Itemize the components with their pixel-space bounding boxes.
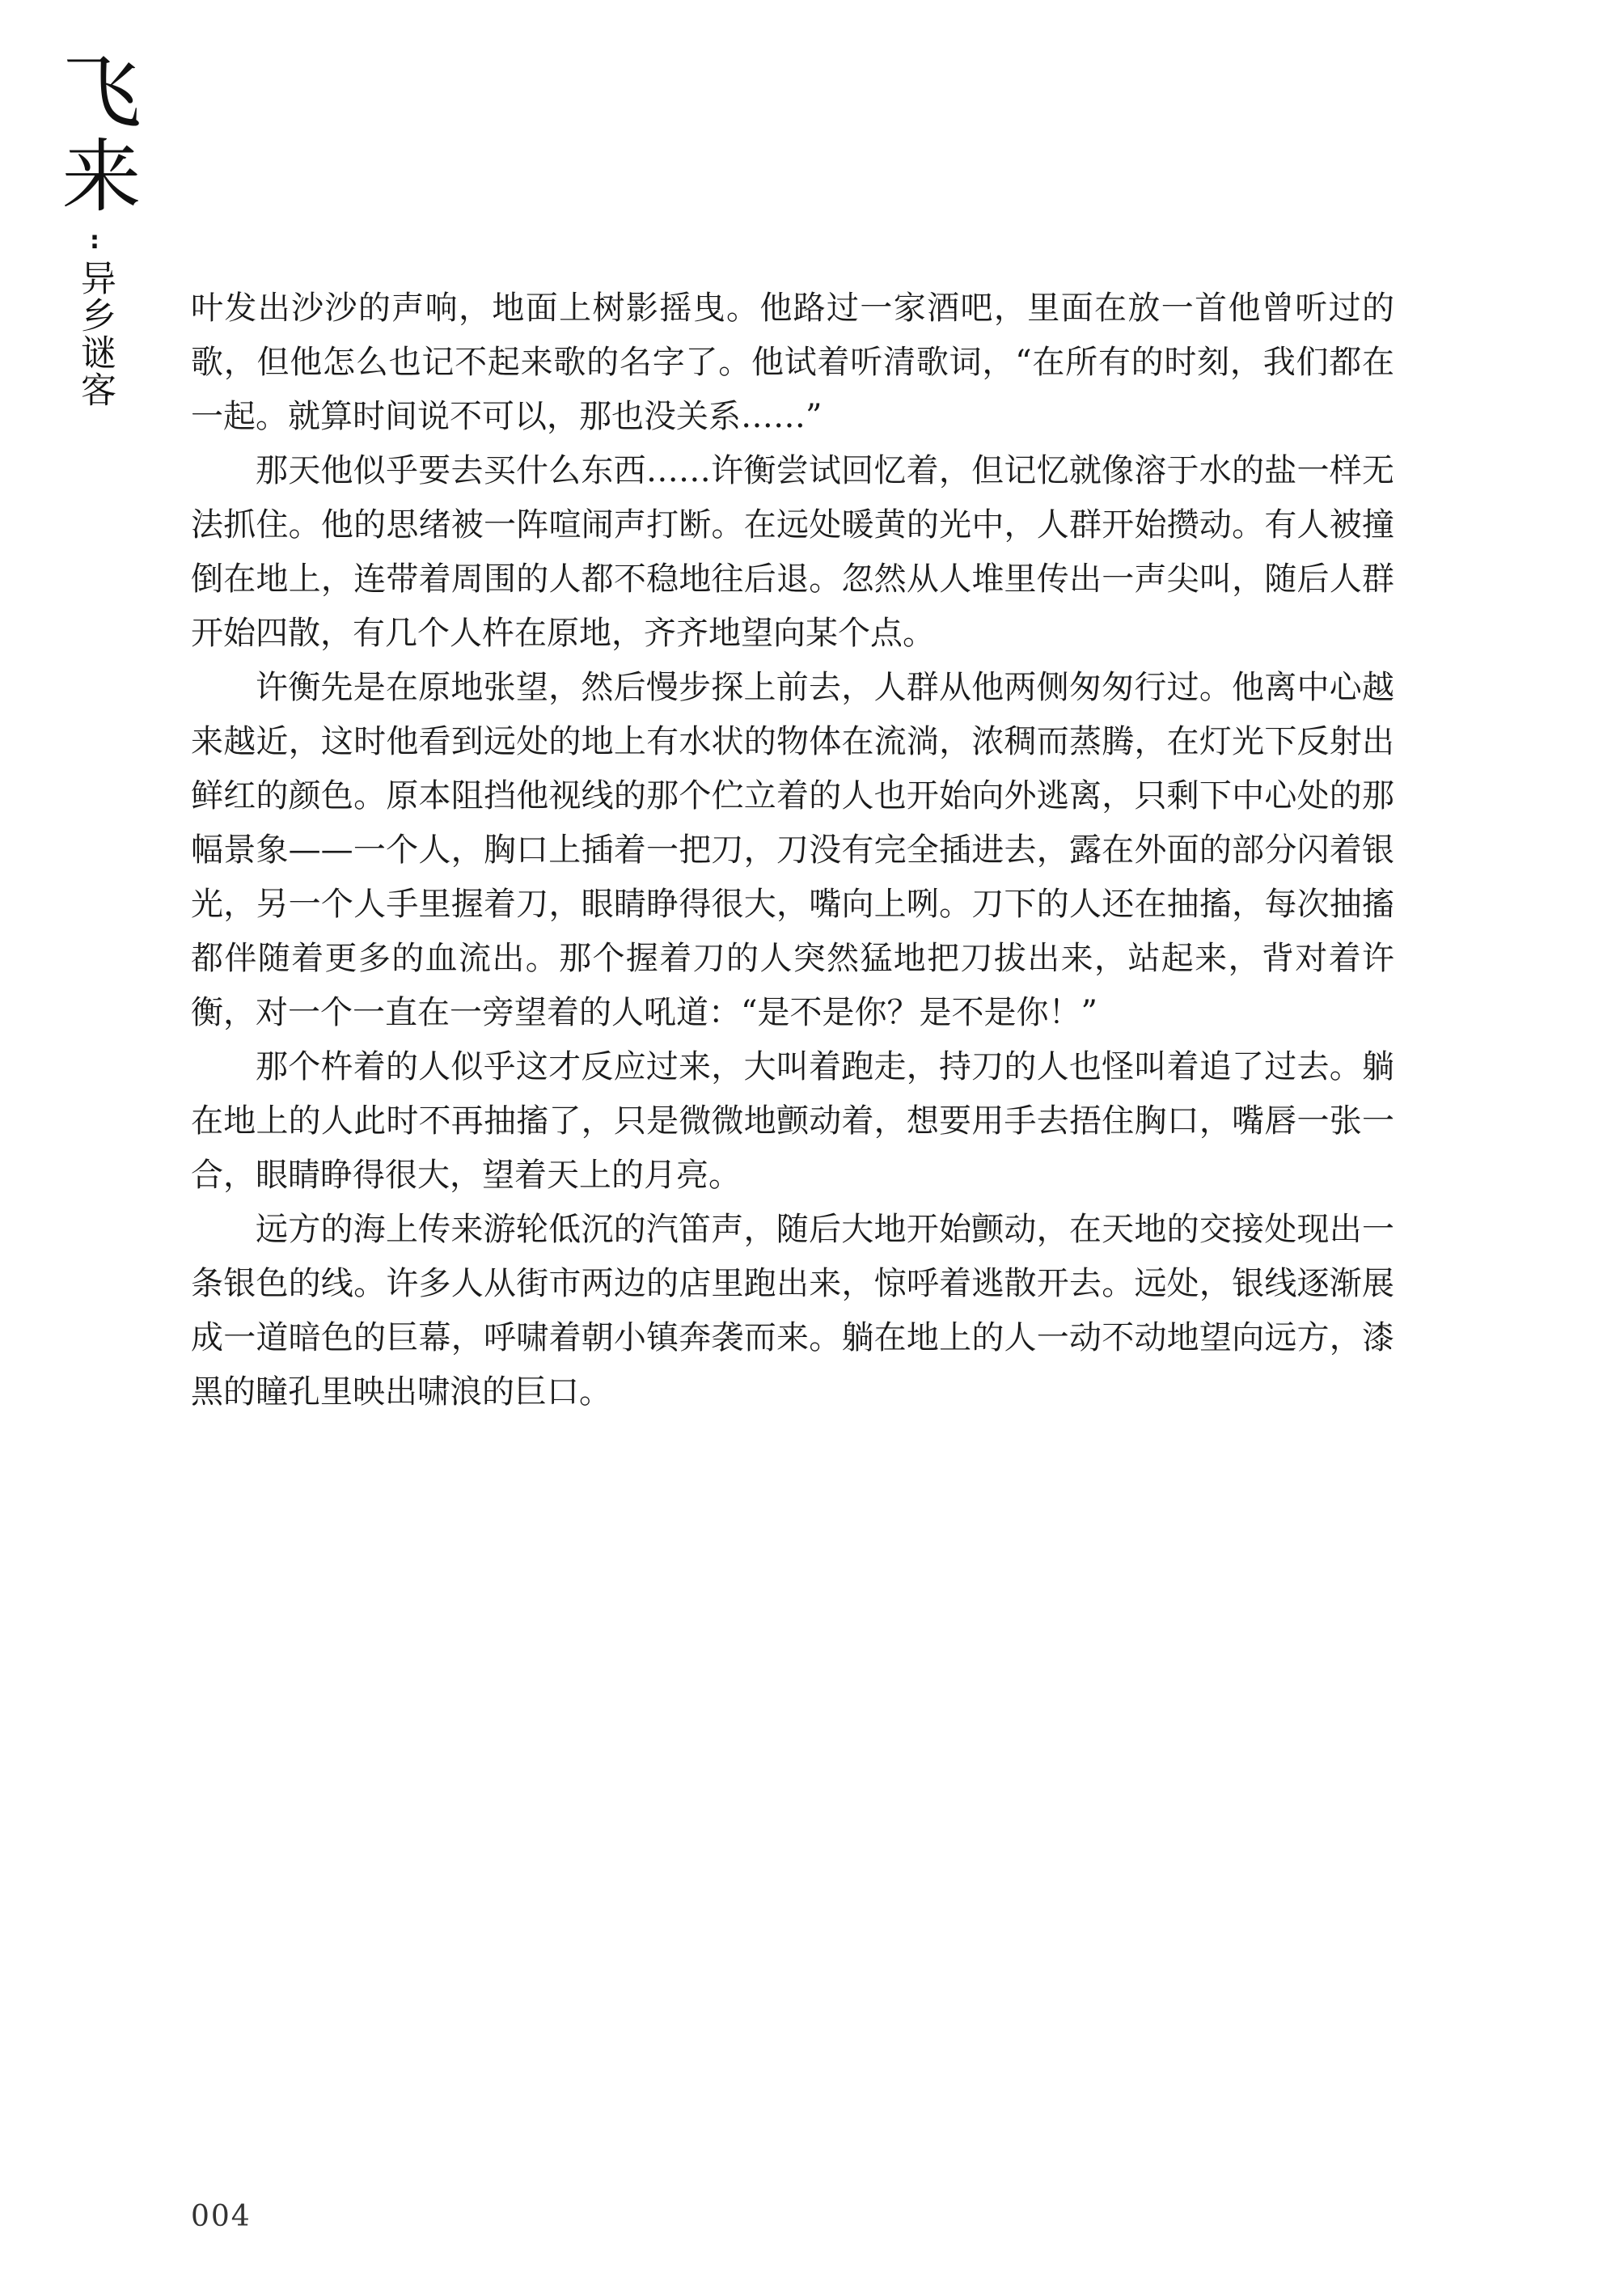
page-number: 004 [191, 2200, 252, 2233]
paragraph: 许衡先是在原地张望，然后慢步探上前去，人群从他两侧匆匆行过。他离中心越来越近，这时他看到远处的地上有水状的物体在流淌，浓稠而蒸腾，在灯光下反射出鲜红的颜色。原本阻挡他视线的那个伫立着的人也开始向外逃离，只剩下中心处的那幅景象——一个人，胸口上插着一把刀，刀没有完全插进去，露在外面的部分闪着银光，另一个人手里握着刀，眼睛睁得很大，嘴向上咧。刀下的人还在抽搐，每次抽搐都伴随着更多的血流出。那个握着刀的人突然猛地把刀拔出来，站起来，背对着许衡，对一个一直在一旁望着的人吼道：“是不是你？是不是你！” [191, 669, 1394, 1031]
paragraph: 那天他似乎要去买什么东西……许衡尝试回忆着，但记忆就像溶于水的盐一样无法抓住。他的思绪被一阵喧闹声打断。在远处暖黄的光中，人群开始攒动。有人被撞倒在地上，连带着周围的人都不稳地往后退。忽然从人堆里传出一声尖叫，随后人群开始四散，有几个人杵在原地，齐齐地望向某个点。 [191, 452, 1394, 652]
paragraph-continued: 叶发出沙沙的声响，地面上树影摇曳。他路过一家酒吧，里面在放一首他曾听过的歌，但他怎么也记不起来歌的名字了。他试着听清歌词，“在所有的时刻，我们都在一起。就算时间说不可以，那也没关系……” [191, 290, 1394, 435]
paragraph: 那个杵着的人似乎这才反应过来，大叫着跑走，持刀的人也怪叫着追了过去。躺在地上的人此时不再抽搐了，只是微微地颤动着，想要用手去捂住胸口，嘴唇一张一合，眼睛睁得很大，望着天上的月亮。 [191, 1048, 1394, 1194]
paragraph: 远方的海上传来游轮低沉的汽笛声，随后大地开始颤动，在天地的交接处现出一条银色的线。许多人从街市两边的店里跑出来，惊呼着逃散开去。远处，银线逐渐展成一道暗色的巨幕，呼啸着朝小镇奔袭而来。躺在地上的人一动不动地望向远方，漆黑的瞳孔里映出啸浪的巨口。 [191, 1211, 1394, 1411]
book-title: 飞来 [49, 50, 141, 218]
running-head [42, 50, 147, 408]
title-separator: : [80, 226, 109, 255]
page-body [191, 281, 1394, 1419]
book-subtitle: 异乡谜客 [74, 260, 116, 408]
